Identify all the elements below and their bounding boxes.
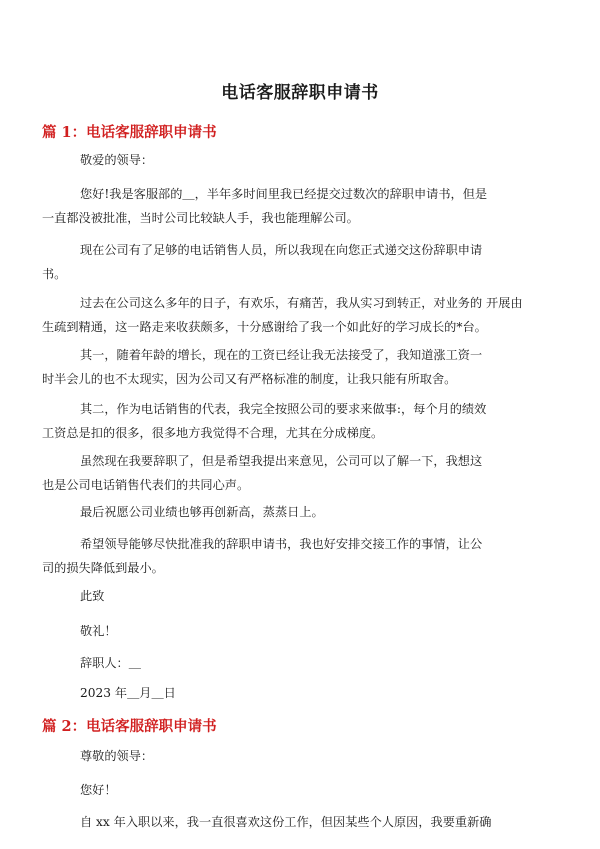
paragraph-7: [42, 500, 562, 524]
paragraph-line: 工资总是扣的很多，很多地方我觉得不合理，尤其在分成梯度。: [42, 426, 384, 440]
paragraph-line: 过去在公司这么多年的日子，有欢乐，有痛苦，我从实习到转正，对业务的 开展由: [80, 296, 523, 310]
date-line: 2023 年＿月＿日: [80, 686, 176, 700]
paragraph-line: 其一，随着年龄的增长，现在的工资已经让我无法接受了，我知道涨工资一: [80, 348, 483, 362]
signer-line: 辞职人：＿: [80, 656, 141, 670]
paragraph-line: 也是公司电话销售代表们的共同心声。: [42, 478, 250, 492]
paragraph-line: 您好!我是客服部的＿，半年多时间里我已经提交过数次的辞职申请书，但是: [80, 187, 488, 201]
paragraph-5: [42, 397, 562, 445]
greeting: 您好！: [80, 783, 117, 797]
paragraph-2: [42, 238, 562, 286]
paragraph-line: 其二，作为电话销售的代表，我完全按照公司的要求来做事:，每个月的绩效: [80, 402, 487, 416]
paragraph-3: [42, 291, 562, 339]
salutation: 尊敬的领导：: [80, 749, 154, 763]
paragraph-line: 最后祝愿公司业绩也够再创新高，蒸蒸日上。: [80, 505, 324, 519]
paragraph-line: 生疏到精通，这一路走来收获颇多，十分感谢给了我一个如此好的学习成长的*台。: [42, 320, 487, 334]
paragraph-1: [42, 182, 562, 230]
salutation: 敬爱的领导：: [80, 153, 154, 167]
section-1-heading: 篇 1：电话客服辞职申请书: [42, 124, 217, 141]
paragraph-6: [42, 449, 562, 497]
paragraph-line: 时半会儿的也不太现实，因为公司又有严格标准的制度，让我只能有所取舍。: [42, 372, 457, 386]
paragraph-line: 希望领导能够尽快批准我的辞职申请书，我也好安排交接工作的事情，让公: [80, 537, 483, 551]
paragraph-line: 虽然现在我要辞职了，但是希望我提出来意见，公司可以了解一下，我想这: [80, 454, 483, 468]
paragraph-8: [42, 532, 562, 580]
section-2-heading: 篇 2：电话客服辞职申请书: [42, 718, 217, 735]
closing-regards: 敬礼！: [80, 624, 117, 638]
paragraph-line: 一直都没被批准，当时公司比较缺人手，我也能理解公司。: [42, 211, 359, 225]
paragraph-line: 书。: [42, 267, 67, 281]
paragraph-line: 现在公司有了足够的电话销售人员，所以我现在向您正式递交这份辞职申请: [80, 243, 483, 257]
paragraph-line: 自 xx 年入职以来，我一直很喜欢这份工作，但因某些个人原因，我要重新确: [80, 815, 492, 829]
closing-line: 此致: [80, 589, 105, 603]
document-title: 电话客服辞职申请书: [221, 83, 379, 103]
paragraph-line: 司的损失降低到最小。: [42, 561, 164, 575]
paragraph-4: [42, 343, 562, 391]
